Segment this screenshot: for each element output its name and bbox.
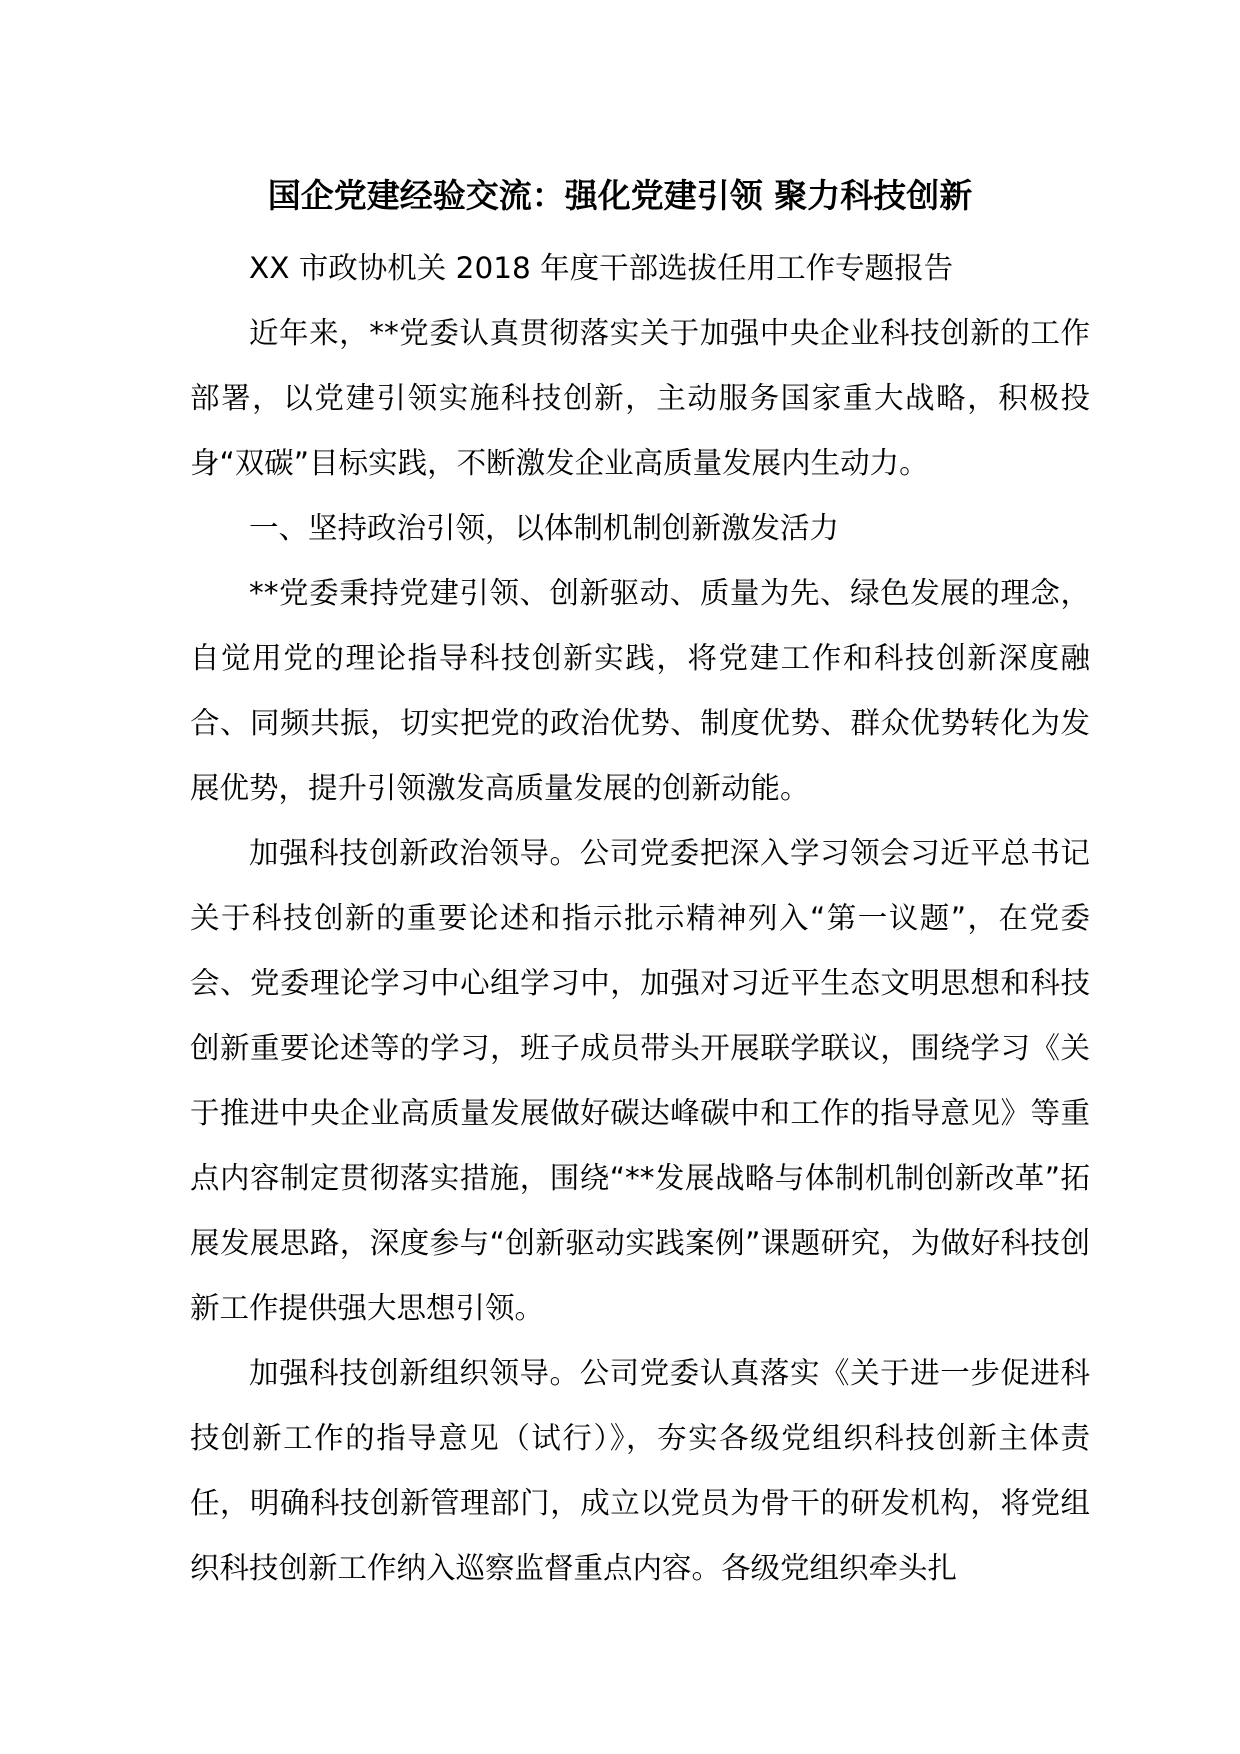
intro-paragraph: 近年来，**党委认真贯彻落实关于加强中央企业科技创新的工作部署，以党建引领实施科技创新，主动服务国家重大战略，积极投身“双碳”目标实践，不断激发企业高质量发展内生动力。 (190, 316, 1090, 480)
body-paragraph-1: **党委秉持党建引领、创新驱动、质量为先、绿色发展的理念，自觉用党的理论指导科技创新实践，将党建工作和科技创新深度融合、同频共振，切实把党的政治优势、制度优势、群众优势转化为发展优势，提升引领激发高质量发展的创新动能。 (190, 576, 1090, 805)
document-body (190, 236, 1090, 1601)
document-subtitle: XX 市政协机关 2018 年度干部选拔任用工作专题报告 (249, 251, 954, 285)
body-paragraph-2: 加强科技创新政治领导。公司党委把深入学习领会习近平总书记关于科技创新的重要论述和指示批示精神列入“第一议题”，在党委会、党委理论学习中心组学习中，加强对习近平生态文明思想和科技创新重要论述等的学习，班子成员带头开展联学联议，围绕学习《关于推进中央企业高质量发展做好碳达峰碳中和工作的指导意见》等重点内容制定贯彻落实措施，围绕“**发展战略与体制机制创新改革”拓展发展思路，深度参与“创新驱动实践案例”课题研究，为做好科技创新工作提供强大思想引领。 (190, 836, 1090, 1325)
document-title: 国企党建经验交流：强化党建引领 聚力科技创新 (267, 176, 973, 215)
section-heading: 一、坚持政治引领，以体制机制创新激发活力 (249, 511, 840, 545)
body-paragraph-3: 加强科技创新组织领导。公司党委认真落实《关于进一步促进科技创新工作的指导意见（试行）》，夯实各级党组织科技创新主体责任，明确科技创新管理部门，成立以党员为骨干的研发机构，将党组织科技创新工作纳入巡察监督重点内容。各级党组织牵头扎 (190, 1356, 1090, 1585)
